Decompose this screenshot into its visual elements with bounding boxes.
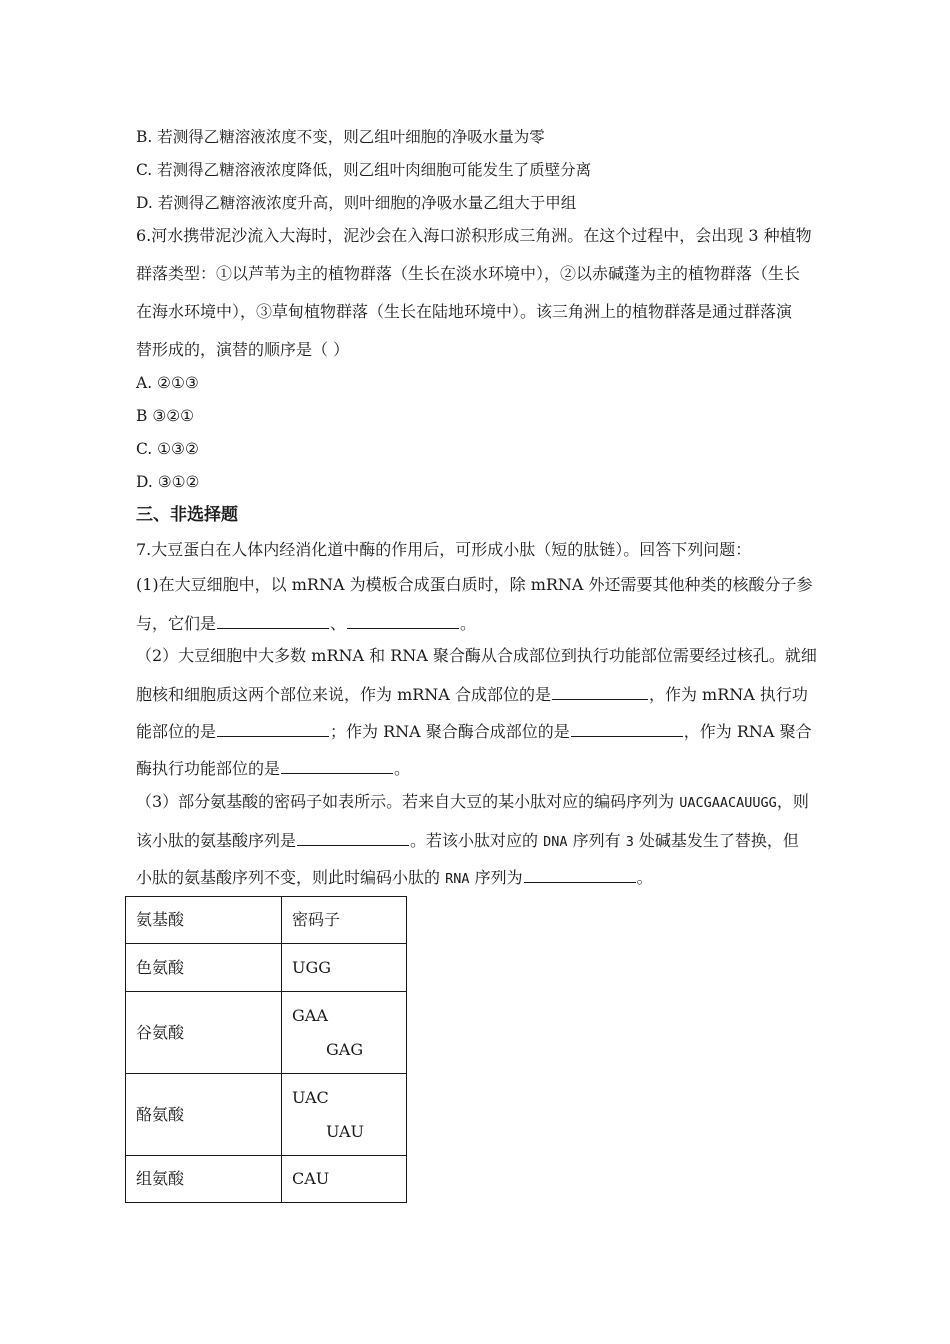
section-title: 三、非选择题 [136, 505, 238, 525]
text: 与，它们是 [136, 614, 217, 633]
text: ，作为 mRNA 执行功 [648, 685, 808, 704]
table-row [126, 1156, 407, 1203]
codon-value: GAA [292, 1005, 328, 1025]
codon-cell [282, 1074, 407, 1156]
codon-table [125, 896, 407, 1203]
text: 胞核和细胞质这两个部位来说，作为 mRNA 合成部位的是 [136, 685, 551, 704]
q7-part1-line1: (1)在大豆细胞中，以 mRNA 为模板合成蛋白质时，除 mRNA 外还需要其他种类的核酸分子参 [136, 575, 813, 594]
text: 处碱基发生了替换，但 [633, 831, 799, 850]
text: 该小肽的氨基酸序列是 [136, 831, 297, 850]
text: 小肽的氨基酸序列不变，则此时编码小肽的 [136, 868, 446, 887]
answer-blank[interactable] [347, 612, 459, 629]
answer-blank[interactable] [297, 829, 409, 846]
text: 酶执行功能部位的是 [136, 759, 281, 778]
count: 3 [625, 834, 634, 850]
table-row [126, 944, 407, 992]
q6-stem-line2: 群落类型：①以芦苇为主的植物群落（生长在淡水环境中），②以赤碱蓬为主的植物群落（生长 [136, 264, 801, 283]
q7-part2-line1: （2）大豆细胞中大多数 mRNA 和 RNA 聚合酶从合成部位到执行功能部位需要经过核孔。就细 [136, 646, 817, 665]
codon-value: UAU [326, 1121, 365, 1141]
table-header-row [126, 897, 407, 944]
answer-blank[interactable] [281, 757, 393, 774]
q6-stem-line3: 在海水环境中），③草甸植物群落（生长在陆地环境中）。该三角洲上的植物群落是通过群落演 [136, 302, 793, 321]
text: 序列有 [567, 831, 626, 850]
text: 。 [394, 759, 411, 778]
q6-stem-line1: 6.河水携带泥沙流入大海时，泥沙会在入海口淤积形成三角洲。在这个过程中，会出现 3 种植物 [136, 226, 812, 245]
codon-value: GAG [326, 1039, 364, 1059]
q6-option-a: A. ②①③ [136, 374, 199, 392]
codon-cell: CAU [282, 1156, 407, 1203]
answer-blank[interactable] [217, 612, 329, 629]
answer-blank[interactable] [217, 720, 329, 737]
q7-part3-line2 [136, 829, 799, 852]
table-row [126, 1074, 407, 1156]
text: 、 [330, 614, 347, 633]
table-header-cell: 氨基酸 [126, 897, 282, 944]
q5-option-d: D. 若测得乙糖溶液浓度升高，则叶细胞的净吸水量乙组大于甲组 [136, 194, 577, 212]
table-row [126, 992, 407, 1074]
answer-blank[interactable] [524, 866, 636, 883]
codon-cell [282, 992, 407, 1074]
text: ；作为 RNA 聚合酶合成部位的是 [330, 722, 570, 741]
q7-part2-line3 [136, 720, 812, 742]
amino-acid-cell: 组氨酸 [126, 1156, 282, 1203]
text: 。 [460, 614, 477, 633]
q7-stem: 7.大豆蛋白在人体内经消化道中酶的作用后，可形成小肽（短的肽链）。回答下列问题： [136, 540, 752, 559]
q6-stem-line4: 替形成的，演替的顺序是（ ） [136, 340, 350, 359]
text: 。 [636, 868, 653, 887]
q7-part1-line2 [136, 612, 476, 634]
text: 。若该小肽对应的 [410, 831, 544, 850]
answer-blank[interactable] [552, 683, 648, 700]
amino-acid-cell: 谷氨酸 [126, 992, 282, 1074]
rna-label: RNA [445, 871, 470, 887]
amino-acid-cell: 色氨酸 [126, 944, 282, 992]
answer-blank[interactable] [571, 720, 683, 737]
q7-part2-line2 [136, 683, 808, 705]
codon-cell: UGG [282, 944, 407, 992]
text: 序列为 [469, 868, 523, 887]
q5-option-c: C. 若测得乙糖溶液浓度降低，则乙组叶肉细胞可能发生了质壁分离 [136, 161, 592, 179]
text: （3）部分氨基酸的密码子如表所示。若来自大豆的某小肽对应的编码序列为 [136, 792, 680, 811]
codon-value: UAC [292, 1087, 329, 1107]
codon-sequence: UACGAACAUUGG [679, 795, 777, 811]
amino-acid-cell: 酪氨酸 [126, 1074, 282, 1156]
q7-part2-line4 [136, 757, 410, 779]
text: ，作为 RNA 聚合 [683, 722, 812, 741]
table-header-cell: 密码子 [282, 897, 407, 944]
text: ，则 [776, 792, 809, 811]
q6-option-c: C. ①③② [136, 440, 199, 458]
q6-option-b: B ③②① [136, 407, 195, 425]
q5-option-b: B. 若测得乙糖溶液浓度不变，则乙组叶细胞的净吸水量为零 [136, 128, 545, 146]
text: 能部位的是 [136, 722, 217, 741]
dna-label: DNA [543, 834, 568, 850]
q6-option-d: D. ③①② [136, 473, 200, 491]
q7-part3-line1 [136, 792, 809, 813]
q7-part3-line3 [136, 866, 653, 889]
